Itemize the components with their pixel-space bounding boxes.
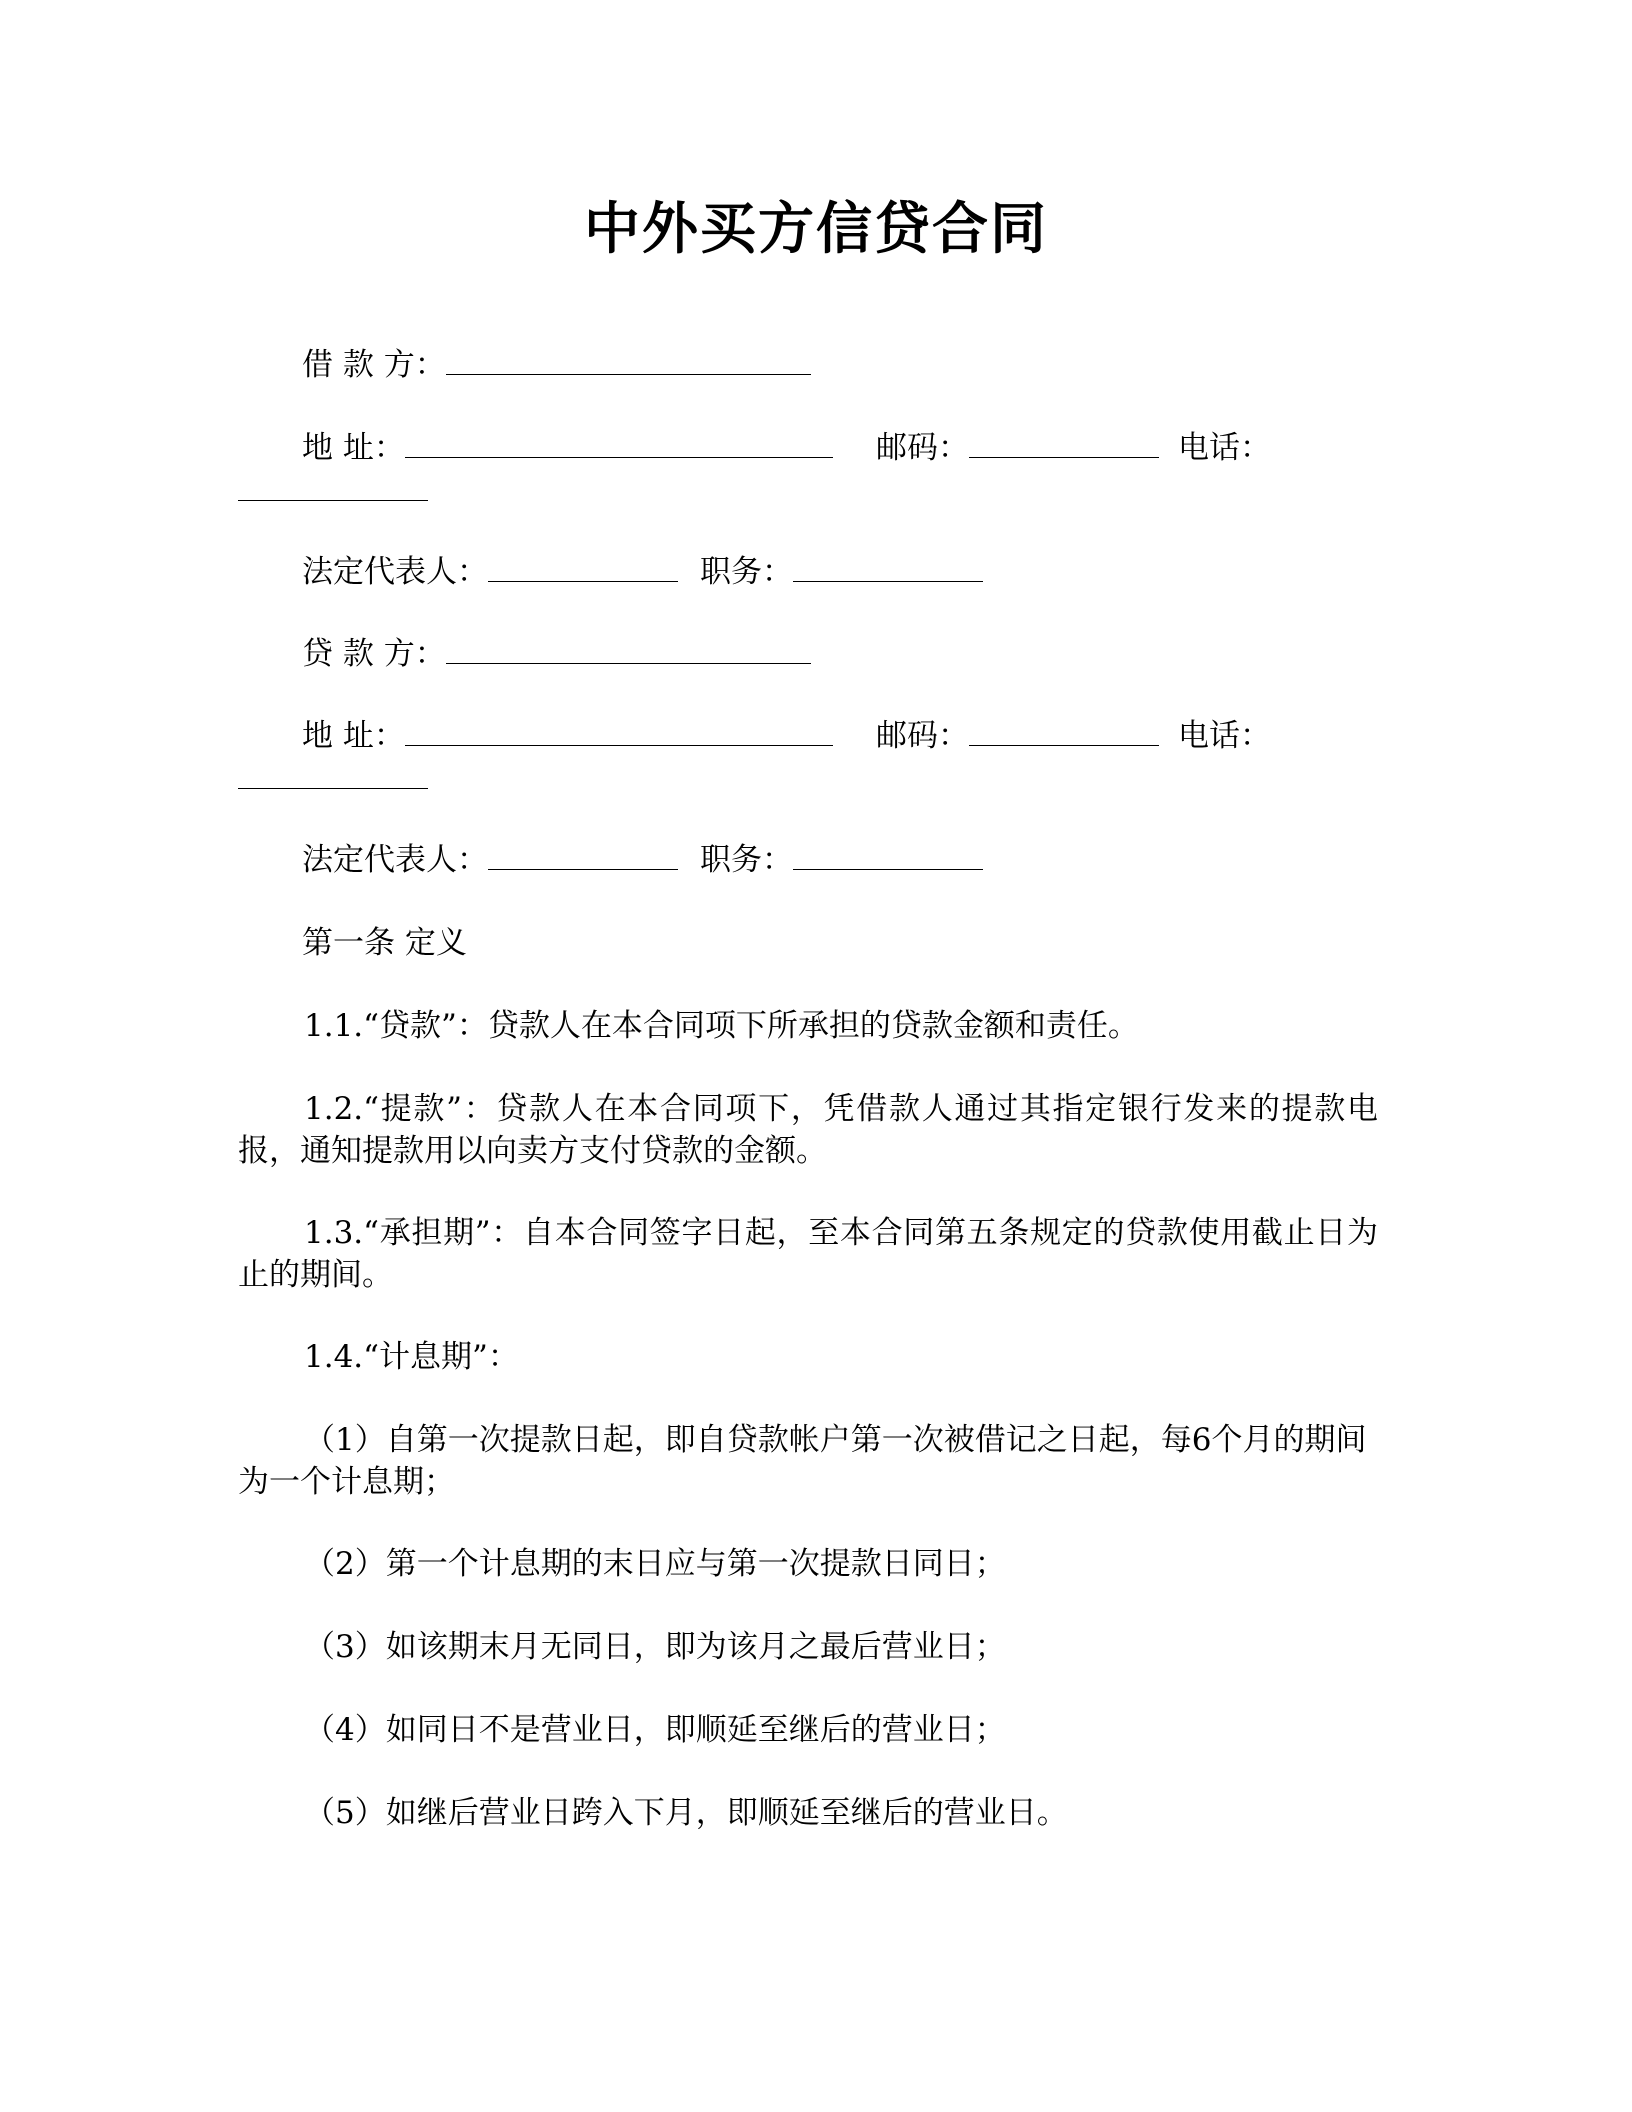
article1-item-2: （2）第一个计息期的末日应与第一次提款日同日； (304, 1546, 1006, 1582)
lender-position-blank[interactable] (793, 841, 983, 870)
article1-item-4: （4）如同日不是营业日，即顺延至继后的营业日； (304, 1712, 1006, 1748)
borrower-label: 借 款 方： (302, 347, 446, 383)
borrower-postcode-label: 邮码： (876, 430, 969, 466)
lender-rep-label: 法定代表人： (302, 842, 488, 878)
borrower-position-label: 职务： (700, 554, 793, 590)
borrower-postcode-blank[interactable] (969, 429, 1159, 458)
article1-item-3: （3）如该期末月无同日，即为该月之最后营业日； (304, 1629, 1006, 1665)
borrower-position-line (700, 551, 983, 593)
lender-name-blank[interactable] (446, 635, 811, 664)
borrower-address-blank[interactable] (405, 429, 833, 458)
borrower-rep-blank[interactable] (488, 553, 678, 582)
lender-rep-blank[interactable] (488, 841, 678, 870)
borrower-address-line (302, 427, 833, 469)
article1-para-2: 1.2.“提款”：贷款人在本合同项下，凭借款人通过其指定银行发来的提款电报，通知提款用以向卖方支付贷款的金额。 (238, 1091, 1378, 1169)
lender-phone-blank[interactable] (238, 760, 428, 789)
borrower-name-line (302, 344, 811, 386)
lender-label: 贷 款 方： (302, 636, 446, 672)
borrower-rep-line (302, 551, 678, 593)
article1-heading: 第一条 定义 (302, 925, 467, 961)
lender-phone-blank-line (238, 758, 428, 800)
borrower-address-label: 地 址： (302, 430, 405, 466)
lender-phone-line (1178, 715, 1271, 757)
borrower-phone-blank[interactable] (238, 472, 428, 501)
lender-name-line (302, 633, 811, 675)
borrower-phone-blank-line (238, 470, 428, 512)
borrower-phone-label: 电话： (1178, 430, 1271, 466)
document-title: 中外买方信贷合同 (584, 197, 1048, 262)
lender-postcode-label: 邮码： (876, 718, 969, 754)
borrower-position-blank[interactable] (793, 553, 983, 582)
article1-para-4: 1.4.“计息期”： (304, 1339, 519, 1375)
lender-postcode-blank[interactable] (969, 717, 1159, 746)
lender-position-line (700, 839, 983, 881)
borrower-rep-label: 法定代表人： (302, 554, 488, 590)
lender-address-blank[interactable] (405, 717, 833, 746)
borrower-name-blank[interactable] (446, 346, 811, 375)
borrower-postcode-line (876, 427, 1159, 469)
article1-item-1: （1）自第一次提款日起，即自贷款帐户第一次被借记之日起，每6个月的期间为一个计息期； (238, 1422, 1367, 1500)
lender-position-label: 职务： (700, 842, 793, 878)
lender-address-label: 地 址： (302, 718, 405, 754)
article1-para-1: 1.1.“贷款”：贷款人在本合同项下所承担的贷款金额和责任。 (304, 1008, 1139, 1044)
borrower-phone-line (1178, 427, 1271, 469)
lender-address-line (302, 715, 833, 757)
lender-rep-line (302, 839, 678, 881)
article1-para-3: 1.3.“承担期”：自本合同签字日起，至本合同第五条规定的贷款使用截止日为止的期间。 (238, 1215, 1378, 1293)
lender-postcode-line (876, 715, 1159, 757)
lender-phone-label: 电话： (1178, 718, 1271, 754)
article1-item-5: （5）如继后营业日跨入下月，即顺延至继后的营业日。 (304, 1795, 1068, 1831)
